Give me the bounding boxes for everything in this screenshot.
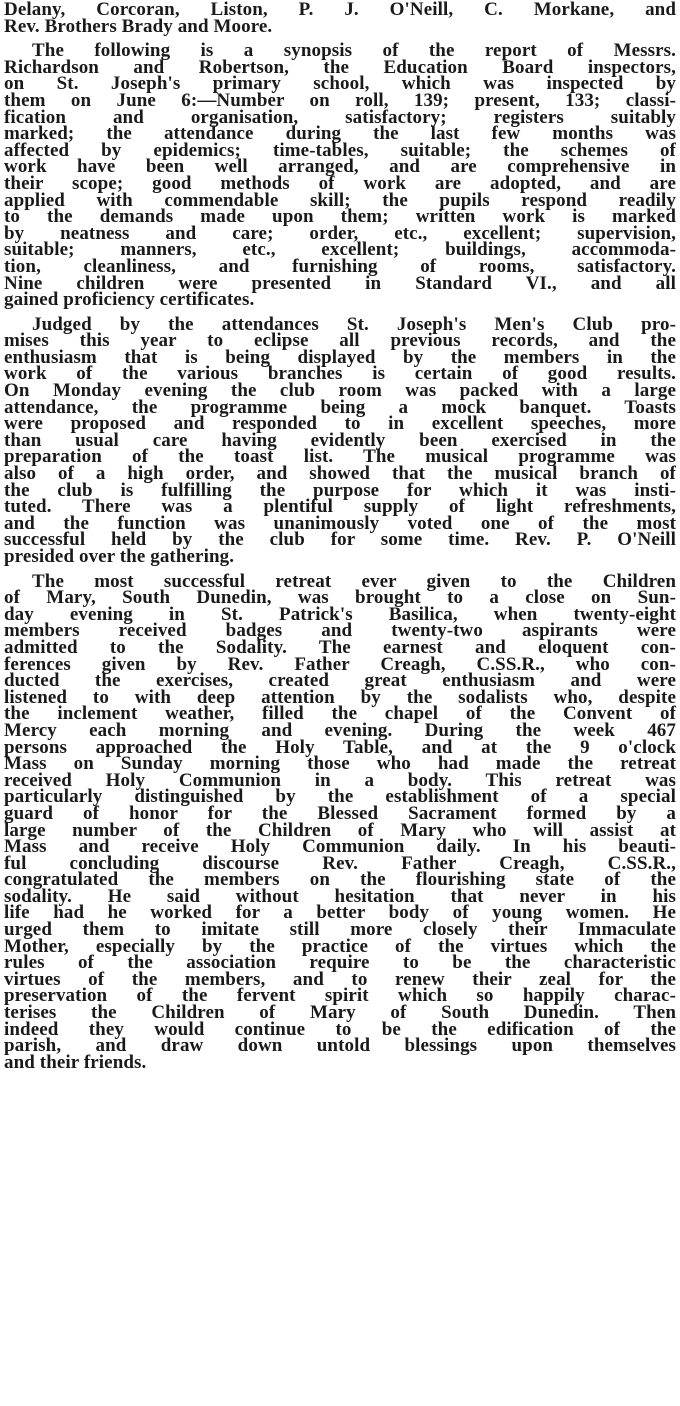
text-line: the inclement weather, filled the chapel of the Convent of <box>4 703 676 725</box>
text-line: preparation of the toast list. The musical programme was <box>4 446 676 468</box>
text-line: and their friends. <box>4 1051 147 1073</box>
text-line: life had he worked for a better body of young women. He <box>4 902 676 924</box>
text-line: On Monday evening the club room was packed with a large <box>4 380 676 402</box>
text-line: parish, and draw down untold blessings upon themselves <box>4 1035 676 1057</box>
text-line: virtues of the members, and to renew their zeal for the <box>4 968 676 990</box>
text-line: ducted the exercises, created great enthusiasm and were <box>4 670 676 692</box>
text-line: Mercy each morning and evening. During the week 467 <box>4 719 676 741</box>
text-line: were proposed and responded to in excellent speeches, more <box>4 413 676 435</box>
text-line: marked; the attendance during the last few months was <box>4 123 676 145</box>
text-line: Mass and receive Holy Communion daily. In his beauti- <box>4 836 676 858</box>
text-line: Delany, Corcoran, Liston, P. J. O'Neill, C. Morkane, and <box>4 0 676 20</box>
text-line: and the function was unanimously voted one of the most <box>4 512 676 534</box>
text-line: terises the Children of Mary of South Dunedin. Then <box>4 1002 676 1024</box>
text-line: work of the various branches is certain of good results. <box>4 363 676 385</box>
text-line: listened to with deep attention by the sodalists who, despite <box>4 686 676 708</box>
text-line: enthusiasm that is being displayed by the members in the <box>4 346 676 368</box>
text-line: them on June 6:—Number on roll, 139; present, 133; classi- <box>4 89 676 111</box>
text-line: applied with commendable skill; the pupils respond readily <box>4 189 676 211</box>
text-line: Nine children were presented in Standard VI., and all <box>4 272 676 294</box>
text-line: than usual care having evidently been exercised in the <box>4 429 676 451</box>
text-line: Judged by the attendances St. Joseph's Men's Club pro- <box>32 313 676 335</box>
text-line: admitted to the Sodality. The earnest and eloquent con- <box>4 636 676 658</box>
text-line: guard of honor for the Blessed Sacrament formed by a <box>4 802 676 824</box>
text-line: particularly distinguished by the establishment of a special <box>4 786 676 808</box>
text-line: members received badges and twenty-two aspirants were <box>4 620 676 642</box>
text-line: suitable; manners, etc., excellent; buildings, accommoda- <box>4 239 676 261</box>
text-line: mises this year to eclipse all previous records, and the <box>4 330 676 352</box>
text-line: by neatness and care; order, etc., excellent; supervision, <box>4 222 676 244</box>
text-line: affected by epidemics; time-tables, suitable; the schemes of <box>4 139 676 161</box>
text-line: their scope; good methods of work are adopted, and are <box>4 172 676 194</box>
text-line: Rev. Brothers Brady and Moore. <box>4 15 273 37</box>
text-line: The following is a synopsis of the report of Messrs. <box>32 40 676 62</box>
text-line: persons approached the Holy Table, and at the 9 o'clock <box>4 736 676 758</box>
text-line: gained proficiency certificates. <box>4 289 255 311</box>
text-line: Richardson and Robertson, the Education Board inspectors, <box>4 56 676 78</box>
paragraph-mens-club <box>4 313 676 567</box>
paragraph-school-report <box>4 40 676 311</box>
text-line: urged them to imitate still more closely their Immaculate <box>4 919 676 941</box>
text-line: of Mary, South Dunedin, was brought to a close on Sun- <box>4 587 676 609</box>
text-line: ful concluding discourse Rev. Father Creagh, C.SS.R., <box>4 852 676 874</box>
text-line: sodality. He said without hesitation that never in his <box>4 885 676 907</box>
text-line: successful held by the club for some time. Rev. P. O'Neill <box>4 529 676 551</box>
text-line: ferences given by Rev. Father Creagh, C.SS.R., who con- <box>4 653 676 675</box>
paragraph-retreat <box>4 570 676 1073</box>
text-line: preservation of the fervent spirit which so happily charac- <box>4 985 676 1007</box>
text-line: rules of the association require to be the characteristic <box>4 952 676 974</box>
text-line: day evening in St. Patrick's Basilica, when twenty-eight <box>4 603 676 625</box>
text-line: tion, cleanliness, and furnishing of rooms, satisfactory. <box>4 255 676 277</box>
text-line: presided over the gathering. <box>4 546 235 567</box>
paragraph-attendees <box>4 2 676 35</box>
text-line: work have been well arranged, and are comprehensive in <box>4 156 676 178</box>
text-line: fication and organisation, satisfactory; registers suitably <box>4 106 676 128</box>
text-line: on St. Joseph's primary school, which was inspected by <box>4 73 676 95</box>
text-line: large number of the Children of Mary who will assist at <box>4 819 676 841</box>
text-line: Mother, especially by the practice of the virtues which the <box>4 935 676 957</box>
text-line: received Holy Communion in a body. This retreat was <box>4 769 676 791</box>
text-line: also of a high order, and showed that the musical branch of <box>4 463 676 485</box>
text-line: congratulated the members on the flourishing state of the <box>4 869 676 891</box>
text-line: the club is fulfilling the purpose for which it was insti- <box>4 479 676 501</box>
text-line: tuted. There was a plentiful supply of light refreshments, <box>4 496 676 518</box>
text-line: Mass on Sunday morning those who had made the retreat <box>4 753 676 775</box>
text-line: The most successful retreat ever given to the Children <box>32 570 676 592</box>
text-line: attendance, the programme being a mock banquet. Toasts <box>4 396 676 418</box>
text-line: to the demands made upon them; written work is marked <box>4 206 676 228</box>
text-line: indeed they would continue to be the edification of the <box>4 1018 676 1040</box>
